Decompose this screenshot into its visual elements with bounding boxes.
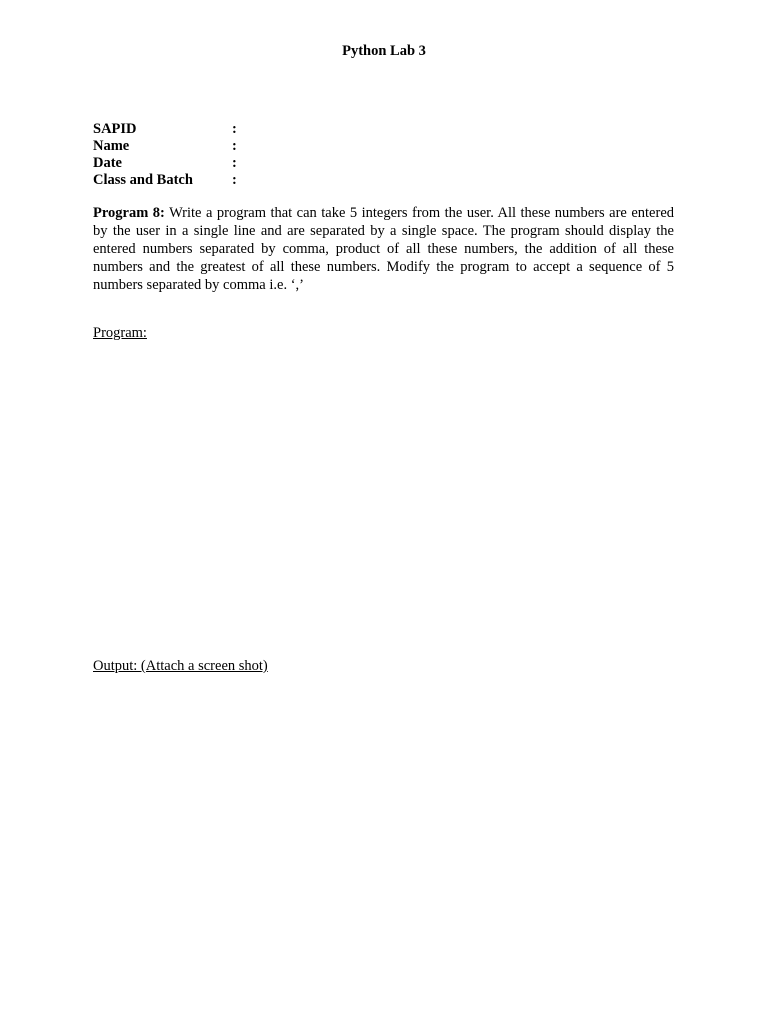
info-row-sapid	[93, 121, 237, 138]
program-description	[93, 204, 674, 294]
program-number-label: Program 8:	[93, 205, 165, 221]
class-batch-separator: :	[232, 172, 237, 188]
output-heading: Output: (Attach a screen shot)	[93, 658, 268, 674]
info-row-class-batch	[93, 172, 237, 189]
date-label: Date	[93, 155, 122, 171]
sapid-label: SAPID	[93, 121, 137, 137]
class-batch-label: Class and Batch	[93, 172, 193, 188]
document-title: Python Lab 3	[342, 43, 426, 59]
info-row-name	[93, 138, 237, 155]
program-heading: Program:	[93, 325, 147, 341]
student-info-table	[93, 121, 237, 189]
sapid-separator: :	[232, 121, 237, 137]
name-separator: :	[232, 138, 237, 154]
program-description-text: Write a program that can take 5 integers from the user. All these numbers are entered by the user in a single line and are separated by a single space. The program should display the entered numbers separated by comma, product of all these numbers, the addition of all these numbers and the greatest of all these numbers. Modify the program to accept a sequence of 5 numbers separated by comma i.e. ‘,’	[93, 205, 675, 293]
date-separator: :	[232, 155, 237, 171]
info-row-date	[93, 155, 237, 172]
name-label: Name	[93, 138, 130, 154]
